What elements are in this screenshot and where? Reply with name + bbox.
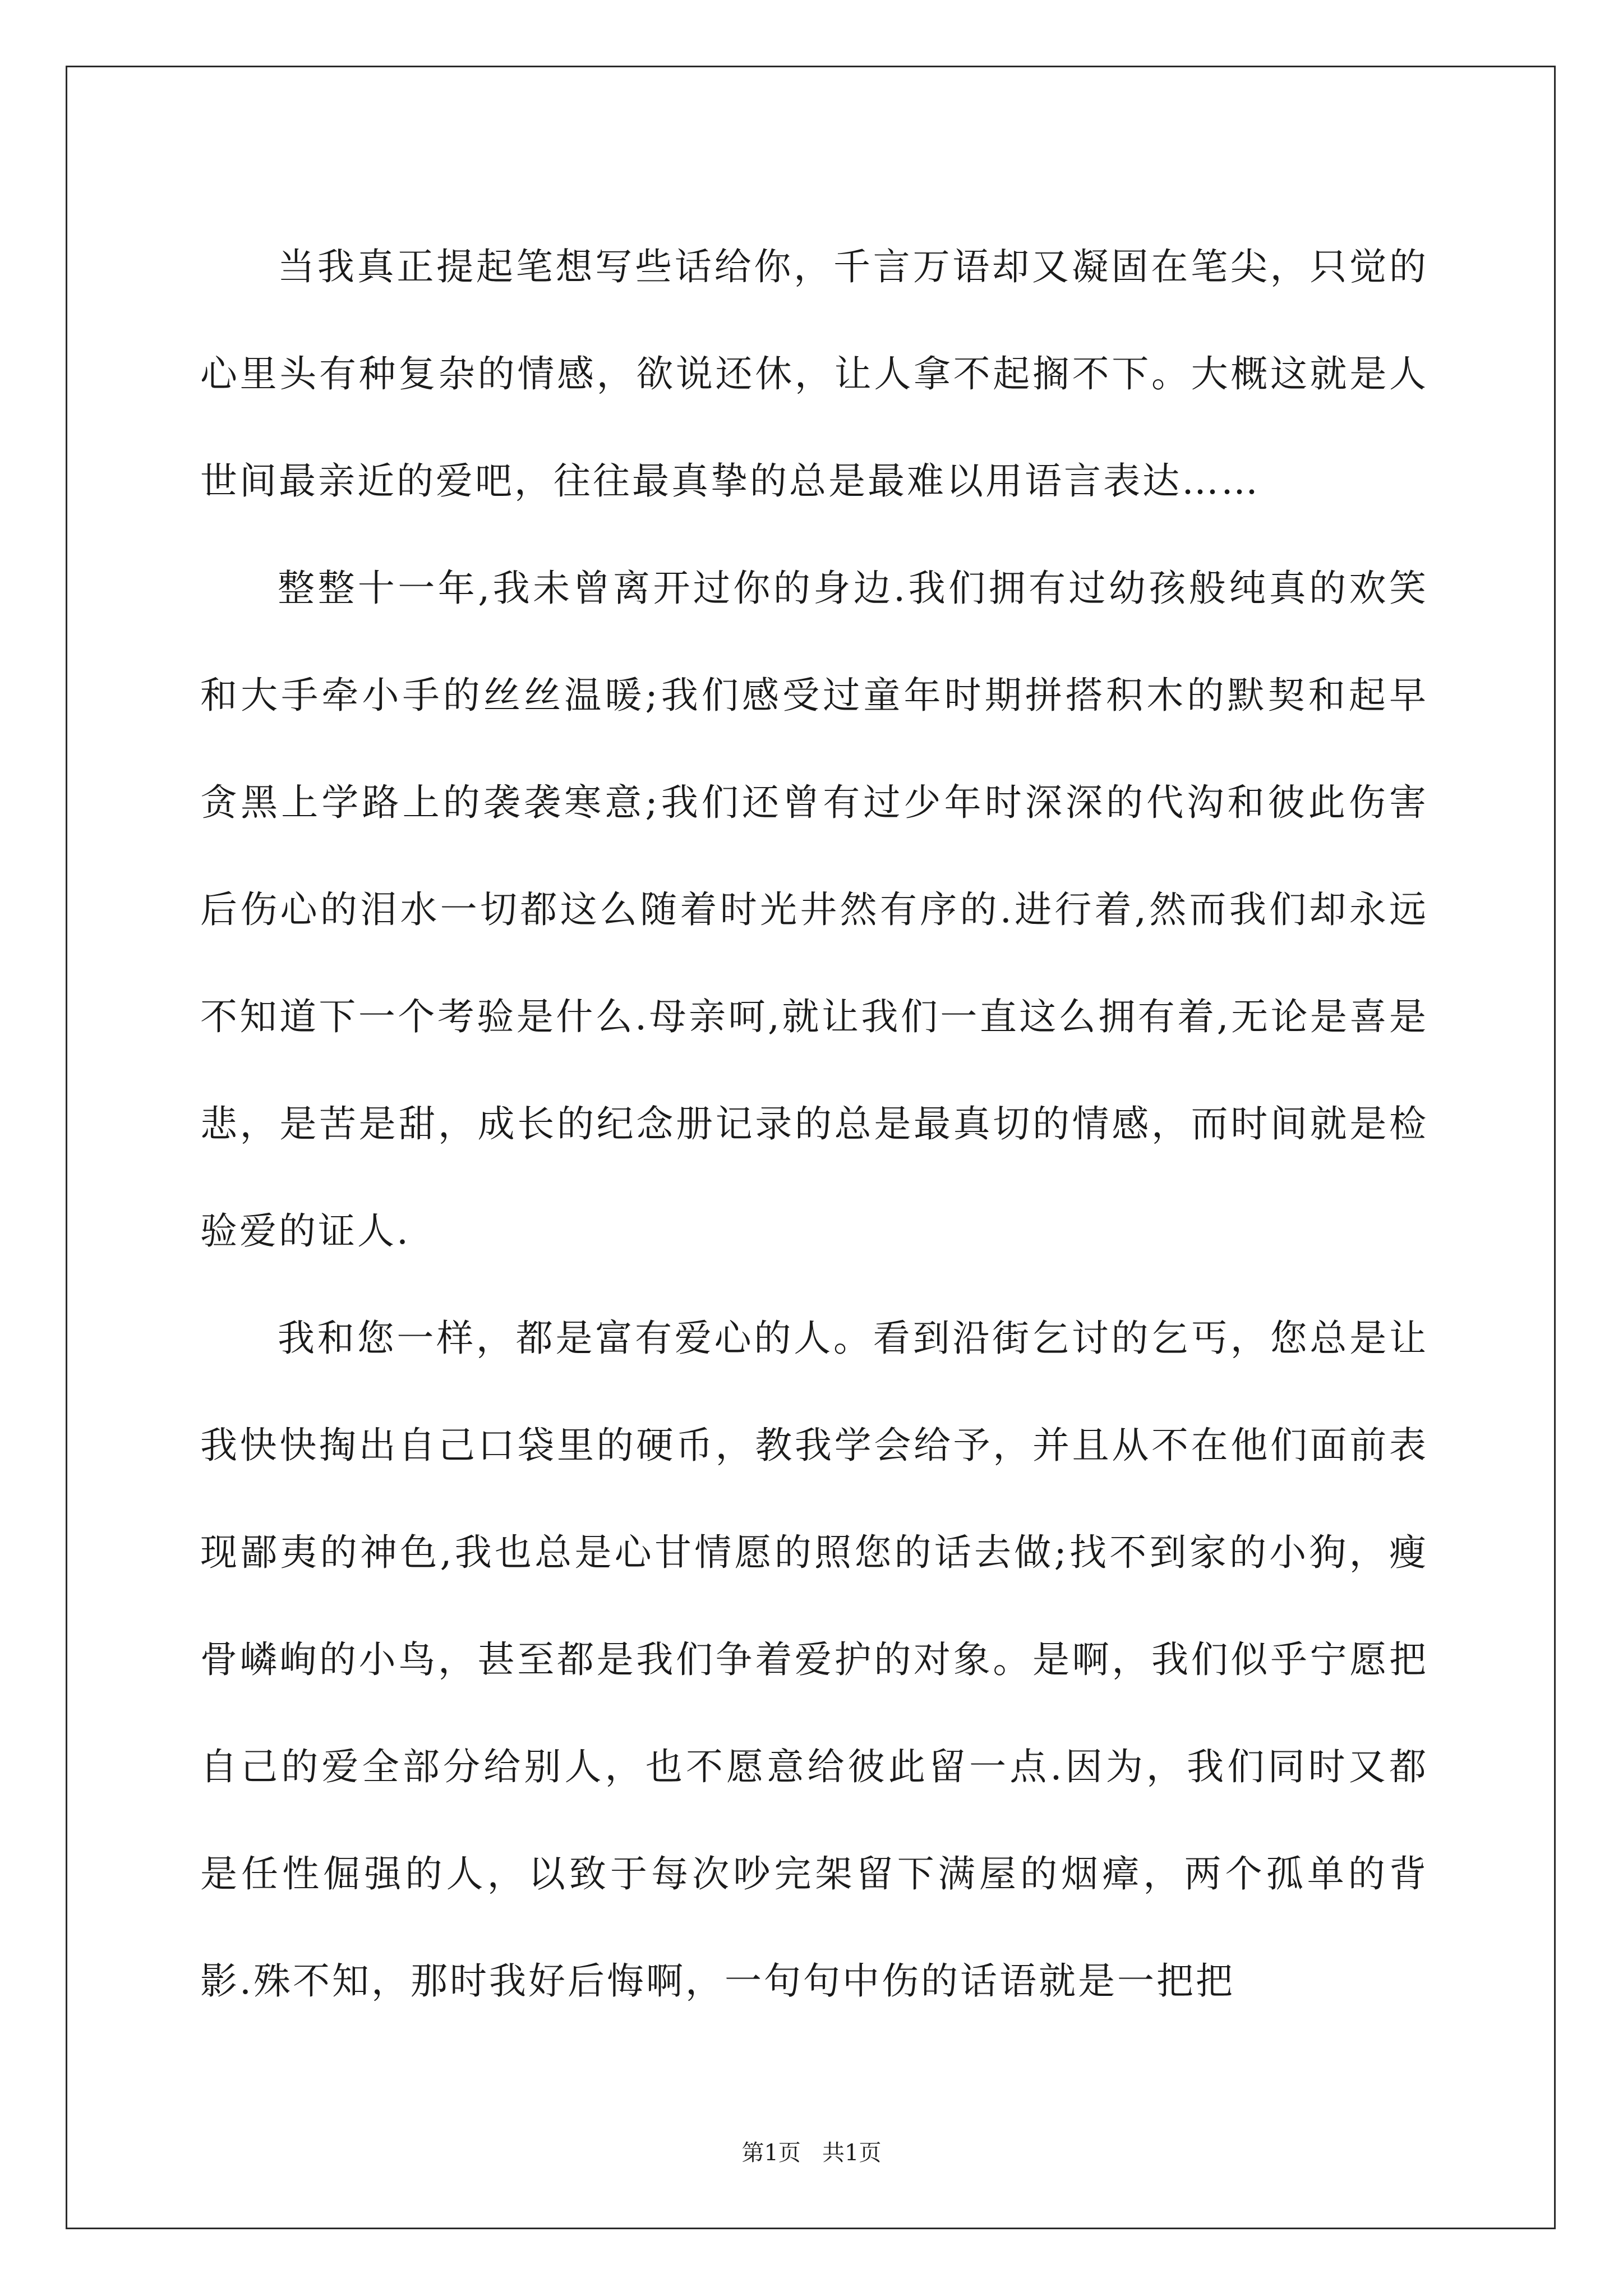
paragraph-2: 整整十一年,我未曾离开过你的身边.我们拥有过幼孩般纯真的欢笑和大手牵小手的丝丝温暖;我们感受过童年时期拼搭积木的默契和起早贪黑上学路上的袭袭寒意;我们还曾有过少年时深深的代沟和彼此伤害后伤心的泪水一切都这么随着时光井然有序的.进行着,然而我们却永远不知道下一个考验是什么.母亲呵,就让我们一直这么拥有着,无论是喜是悲，是苦是甜，成长的纪念册记录的总是最真切的情感，而时间就是检验爱的证人. bbox=[200, 567, 1428, 1253]
document-body bbox=[200, 213, 1428, 2035]
page-footer: 第1页 共1页 bbox=[741, 2140, 882, 2166]
paragraph-1: 当我真正提起笔想写些话给你，千言万语却又凝固在笔尖，只觉的心里头有种复杂的情感，欲说还休，让人拿不起搁不下。大概这就是人世间最亲近的爱吧，往往最真挚的总是最难以用语言表达…… bbox=[200, 245, 1428, 503]
paragraph-3: 我和您一样，都是富有爱心的人。看到沿街乞讨的乞丐，您总是让我快快掏出自己口袋里的硬币，教我学会给予，并且从不在他们面前表现鄙夷的神色,我也总是心甘情愿的照您的话去做;找不到家的小狗，瘦骨嶙峋的小鸟，甚至都是我们争着爱护的对象。是啊，我们似乎宁愿把自己的爱全部分给别人，也不愿意给彼此留一点.因为，我们同时又都是任性倔强的人，以致于每次吵完架留下满屋的烟瘴，两个孤单的背影.殊不知，那时我好后悔啊，一句句中伤的话语就是一把把 bbox=[200, 1317, 1428, 2003]
